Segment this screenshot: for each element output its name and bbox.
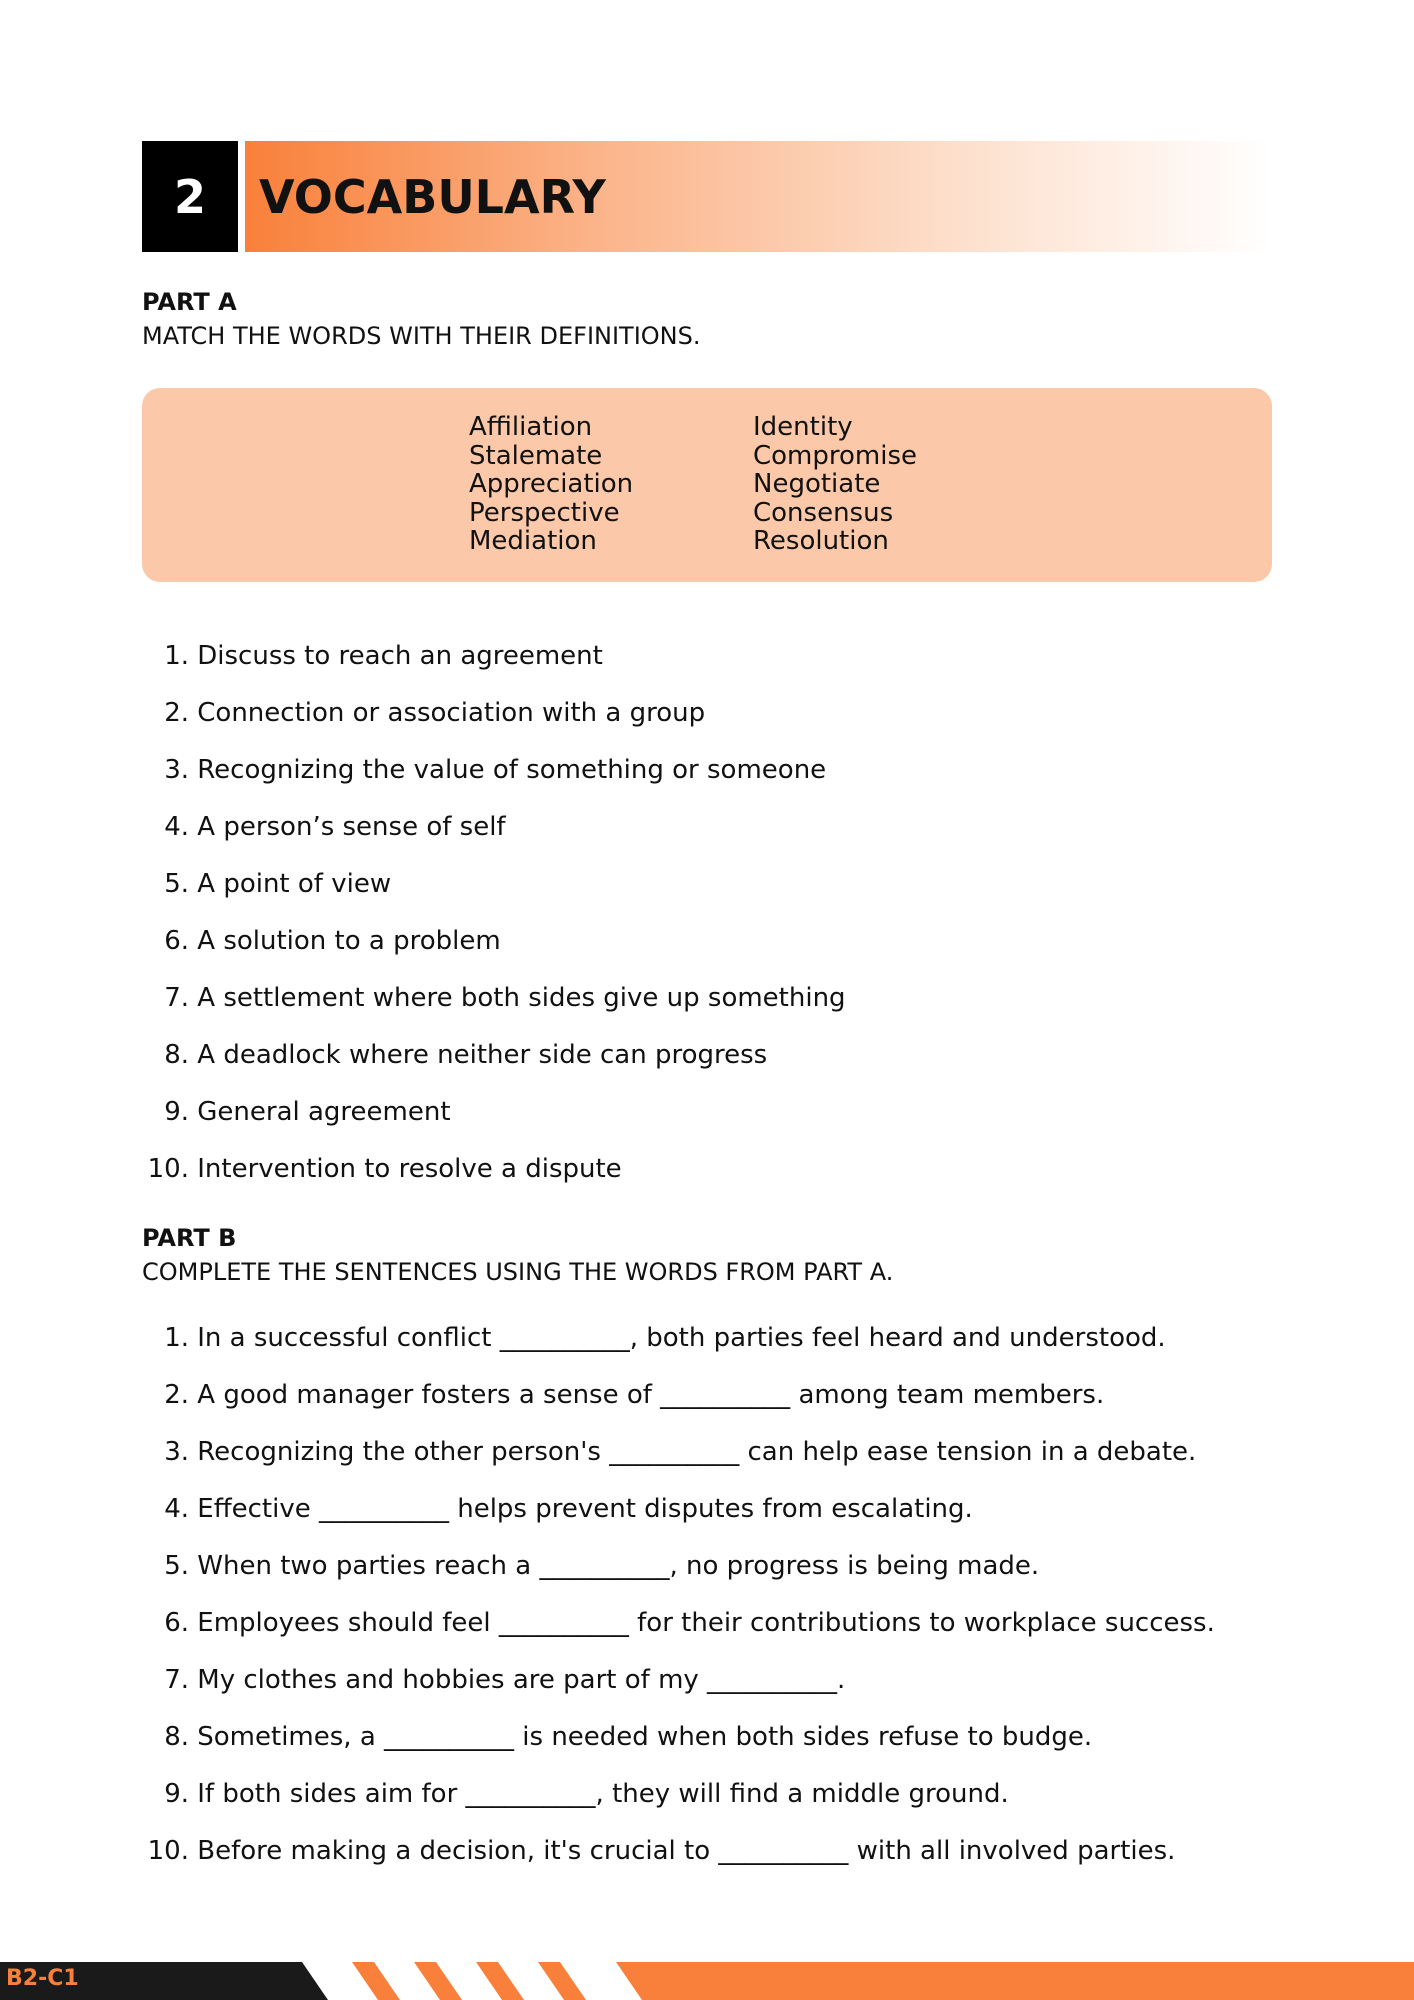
item-text: Employees should feel __________ for their contributions to workplace success. [197,1608,1215,1638]
item-number: 4. [164,1494,189,1524]
item-text: A deadlock where neither side can progress [197,1040,768,1070]
item-text: A point of view [197,869,392,899]
item-text: A person’s sense of self [197,812,506,842]
word-bank-word: Identity [753,412,853,442]
footer-band [0,1962,1414,2000]
section-header [142,141,1272,252]
sentence-item [142,1606,1215,1640]
item-number: 1. [164,1323,189,1353]
section-number: 2 [142,141,238,252]
sentence-item [142,1834,1175,1868]
item-text: Connection or association with a group [197,698,706,728]
sentence-item [142,1435,1196,1469]
item-number: 10. [147,1154,189,1184]
item-number: 8. [164,1722,189,1752]
item-text: Recognizing the other person's __________ can help ease tension in a debate. [197,1437,1197,1467]
item-number: 8. [164,1040,189,1070]
word-bank [142,388,1272,582]
word-bank-word: Stalemate [469,440,603,471]
item-number: 7. [164,1665,189,1695]
item-text: Before making a decision, it's crucial to __________ with all involved parties. [197,1836,1176,1866]
item-number: 10. [147,1836,189,1866]
item-number: 6. [164,926,189,956]
part-b-instruction: COMPLETE THE SENTENCES USING THE WORDS FROM PART A. [142,1258,894,1286]
definition-item [142,1152,622,1186]
definition-item [142,810,506,844]
item-text: In a successful conflict __________, both parties feel heard and understood. [197,1323,1166,1353]
part-a-instruction: MATCH THE WORDS WITH THEIR DEFINITIONS. [142,322,701,350]
word-bank-word: Negotiate [753,469,881,499]
sentence-item [142,1663,845,1697]
definition-item [142,981,846,1015]
item-text: General agreement [197,1097,451,1127]
item-text: Intervention to resolve a dispute [197,1154,622,1184]
item-text: When two parties reach a __________, no progress is being made. [197,1551,1040,1581]
sentence-item [142,1321,1166,1355]
word-bank-column-2 [753,413,917,556]
sentence-item [142,1549,1039,1583]
item-number: 5. [164,869,189,899]
word-bank-word: Compromise [753,440,918,471]
item-number: 2. [164,1380,189,1410]
item-text: A settlement where both sides give up something [197,983,846,1013]
word-bank-word: Mediation [469,526,597,556]
item-text: Sometimes, a __________ is needed when both sides refuse to budge. [197,1722,1093,1752]
sentence-item [142,1720,1092,1754]
item-number: 4. [164,812,189,842]
word-bank-word: Consensus [753,497,894,528]
item-number: 9. [164,1097,189,1127]
sentence-item [142,1378,1104,1412]
item-number: 1. [164,641,189,671]
footer-stripes-graphic [0,1962,1414,2000]
item-text: Discuss to reach an agreement [197,641,603,671]
definition-item [142,924,501,958]
definition-item [142,639,603,673]
section-title: VOCABULARY [259,169,606,224]
item-number: 3. [164,755,189,785]
item-text: Effective __________ helps prevent disputes from escalating. [197,1494,973,1524]
item-number: 6. [164,1608,189,1638]
word-bank-word: Perspective [469,497,620,528]
definition-item [142,696,705,730]
item-text: If both sides aim for __________, they will find a middle ground. [197,1779,1009,1809]
word-bank-word: Affiliation [469,412,593,442]
definition-item [142,753,826,787]
part-b-label: PART B [142,1224,237,1252]
word-bank-word: Appreciation [469,469,634,499]
part-a-label: PART A [142,288,237,316]
word-bank-column-1 [469,413,633,556]
item-text: My clothes and hobbies are part of my __________. [197,1665,846,1695]
sentence-item [142,1777,1009,1811]
sentence-item [142,1492,973,1526]
section-title-bar [245,141,1272,252]
item-text: A solution to a problem [197,926,501,956]
item-number: 9. [164,1779,189,1809]
item-number: 2. [164,698,189,728]
item-number: 7. [164,983,189,1013]
definition-item [142,1038,767,1072]
level-label: B2-C1 [6,1966,79,1991]
item-text: A good manager fosters a sense of __________ among team members. [197,1380,1105,1410]
item-number: 3. [164,1437,189,1467]
word-bank-word: Resolution [753,526,889,556]
definition-item [142,867,391,901]
definition-item [142,1095,451,1129]
item-text: Recognizing the value of something or someone [197,755,827,785]
item-number: 5. [164,1551,189,1581]
